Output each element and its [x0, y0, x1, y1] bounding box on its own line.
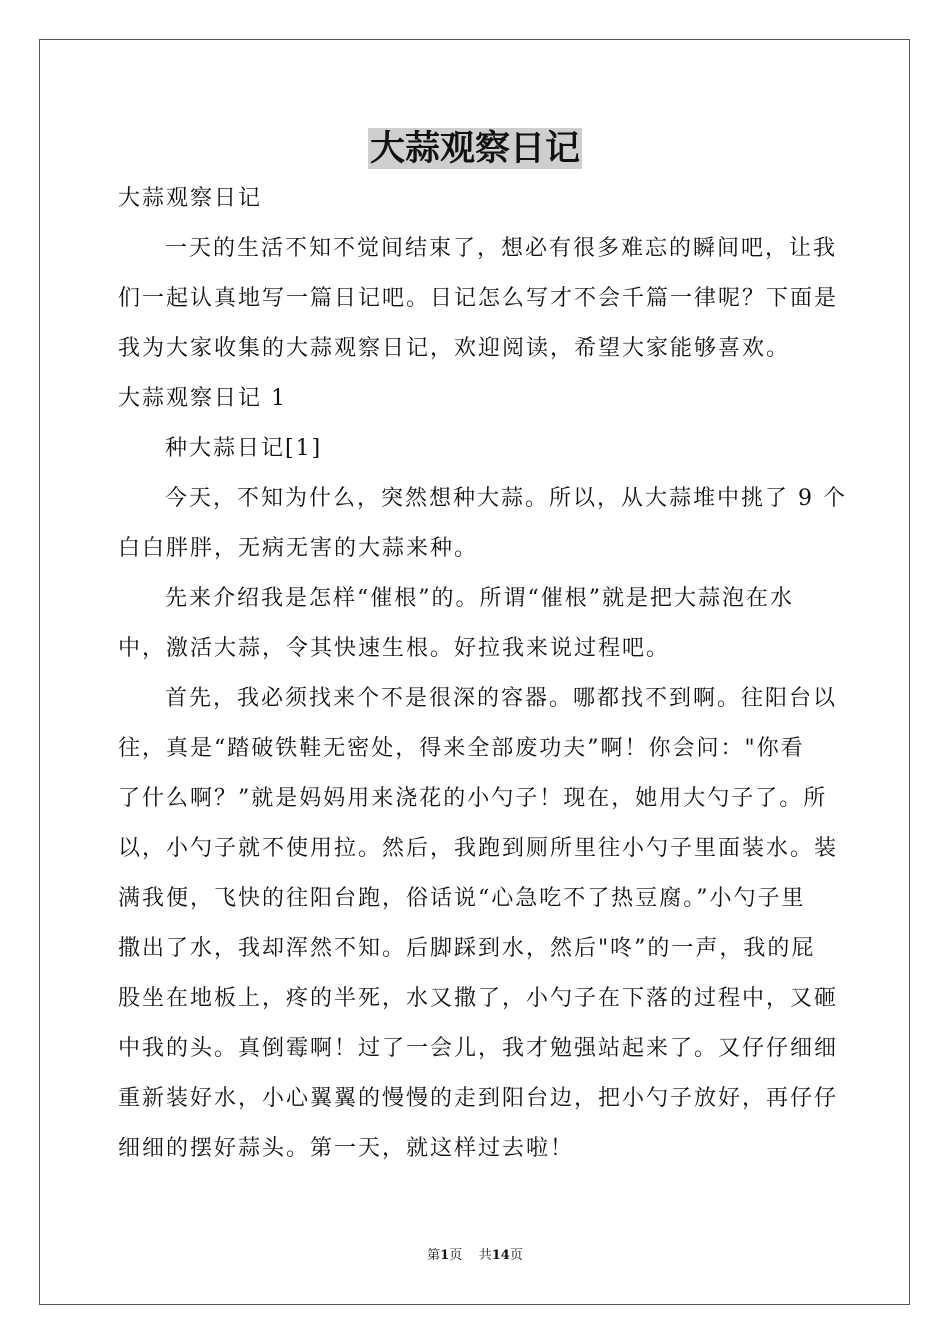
text-line: 满我便，飞快的往阳台跑，俗话说“心急吃不了热豆腐。”小勺子里: [118, 886, 806, 911]
text-line: 首先，我必须找来个不是很深的容器。哪都找不到啊。往阳台以: [165, 686, 838, 711]
footer-mid: 页 共: [449, 1248, 492, 1263]
text-line: 中我的头。真倒霉啊！过了一会儿，我才勉强站起来了。又仔仔细细: [118, 1036, 839, 1061]
text-line: 大蒜观察日记 1: [118, 386, 287, 411]
text-line: 股坐在地板上，疼的半死，水又撒了，小勺子在下落的过程中，又砸: [118, 986, 839, 1011]
footer-suffix: 页: [509, 1248, 523, 1263]
text-line: 一天的生活不知不觉间结束了，想必有很多难忘的瞬间吧，让我: [165, 236, 838, 261]
text-line: 往，真是“踏破铁鞋无密处，得来全部废功夫”啊！你会问："你看: [118, 736, 805, 761]
text-line: 白白胖胖，无病无害的大蒜来种。: [118, 536, 479, 561]
text-line: 重新装好水，小心翼翼的慢慢的走到阳台边，把小勺子放好，再仔仔: [118, 1086, 839, 1111]
text-line: 大蒜观察日记: [118, 186, 263, 211]
current-page-number: 1: [440, 1248, 450, 1263]
page-border: [39, 39, 910, 1305]
text-line: 细细的摆好蒜头。第一天，就这样过去啦！: [118, 1136, 575, 1161]
text-line: 种大蒜日记[1]: [165, 436, 323, 461]
text-line: 了什么啊？”就是妈妈用来浇花的小勺子！现在，她用大勺子了。所: [118, 786, 828, 811]
text-line: 中，激活大蒜，令其快速生根。好拉我来说过程吧。: [118, 636, 671, 661]
footer-prefix: 第: [427, 1248, 441, 1263]
text-line: 们一起认真地写一篇日记吧。日记怎么写才不会千篇一律呢？下面是: [118, 286, 839, 311]
page-footer: [0, 1247, 950, 1265]
total-page-count: 14: [491, 1248, 510, 1263]
text-line: 撒出了水，我却浑然不知。后脚踩到水，然后"咚”的一声，我的屁: [118, 936, 816, 961]
document-title: 大蒜观察日记: [369, 128, 580, 169]
text-line: 今天，不知为什么，突然想种大蒜。所以，从大蒜堆中挑了 9 个: [165, 486, 847, 511]
text-line: 我为大家收集的大蒜观察日记，欢迎阅读，希望大家能够喜欢。: [118, 336, 791, 361]
text-line: 先来介绍我是怎样“催根”的。所谓“催根”就是把大蒜泡在水: [165, 586, 794, 611]
text-line: 以，小勺子就不使用拉。然后，我跑到厕所里往小勺子里面装水。装: [118, 836, 839, 861]
